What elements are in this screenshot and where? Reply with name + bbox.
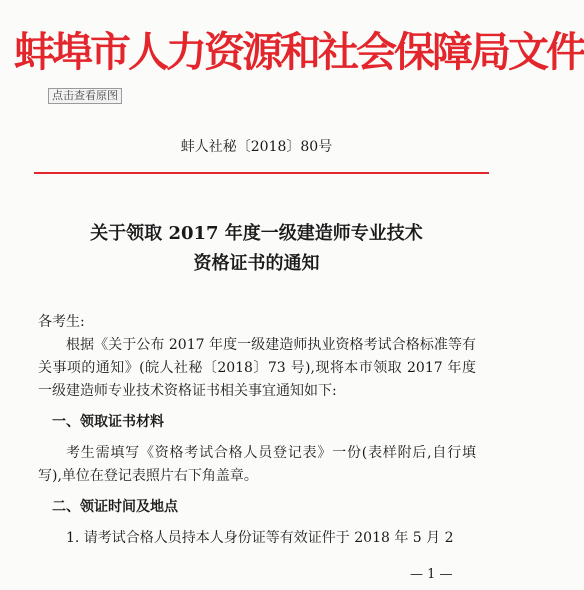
document-number: 蚌人社秘〔2018〕80号 xyxy=(180,139,333,155)
section-1-paragraph: 考生需填写《资格考试合格人员登记表》一份(表样附后,自行填写),单位在登记表照片右下角盖章。 xyxy=(38,445,476,484)
red-divider-line xyxy=(34,172,489,174)
notice-title-line-2: 资格证书的通知 xyxy=(193,253,320,274)
page-number: — 1 — xyxy=(410,567,453,582)
section-2-item-1: 1. 请考试合格人员持本人身份证等有效证件于 2018 年 5 月 2 xyxy=(66,530,454,546)
salutation: 各考生: xyxy=(38,314,85,330)
intro-paragraph: 根据《关于公布 2017 年度一级建造师执业资格考试合格标准等有关事项的通知》(皖人社秘〔2018〕73 号),现将本市领取 2017 年度一级建造师专业技术资格证书相关事宜通知如下: xyxy=(38,337,476,399)
issuer-header: 蚌埠市人力资源和社会保障局文件 xyxy=(14,28,584,76)
view-original-image-link[interactable]: 点击查看原图 xyxy=(48,88,122,104)
notice-body xyxy=(38,311,476,550)
section-2-heading: 二、领证时间及地点 xyxy=(52,499,178,515)
section-1-heading: 一、领取证书材料 xyxy=(52,414,164,430)
notice-title xyxy=(0,219,513,279)
notice-title-line-1: 关于领取 2017 年度一级建造师专业技术 xyxy=(90,223,423,244)
